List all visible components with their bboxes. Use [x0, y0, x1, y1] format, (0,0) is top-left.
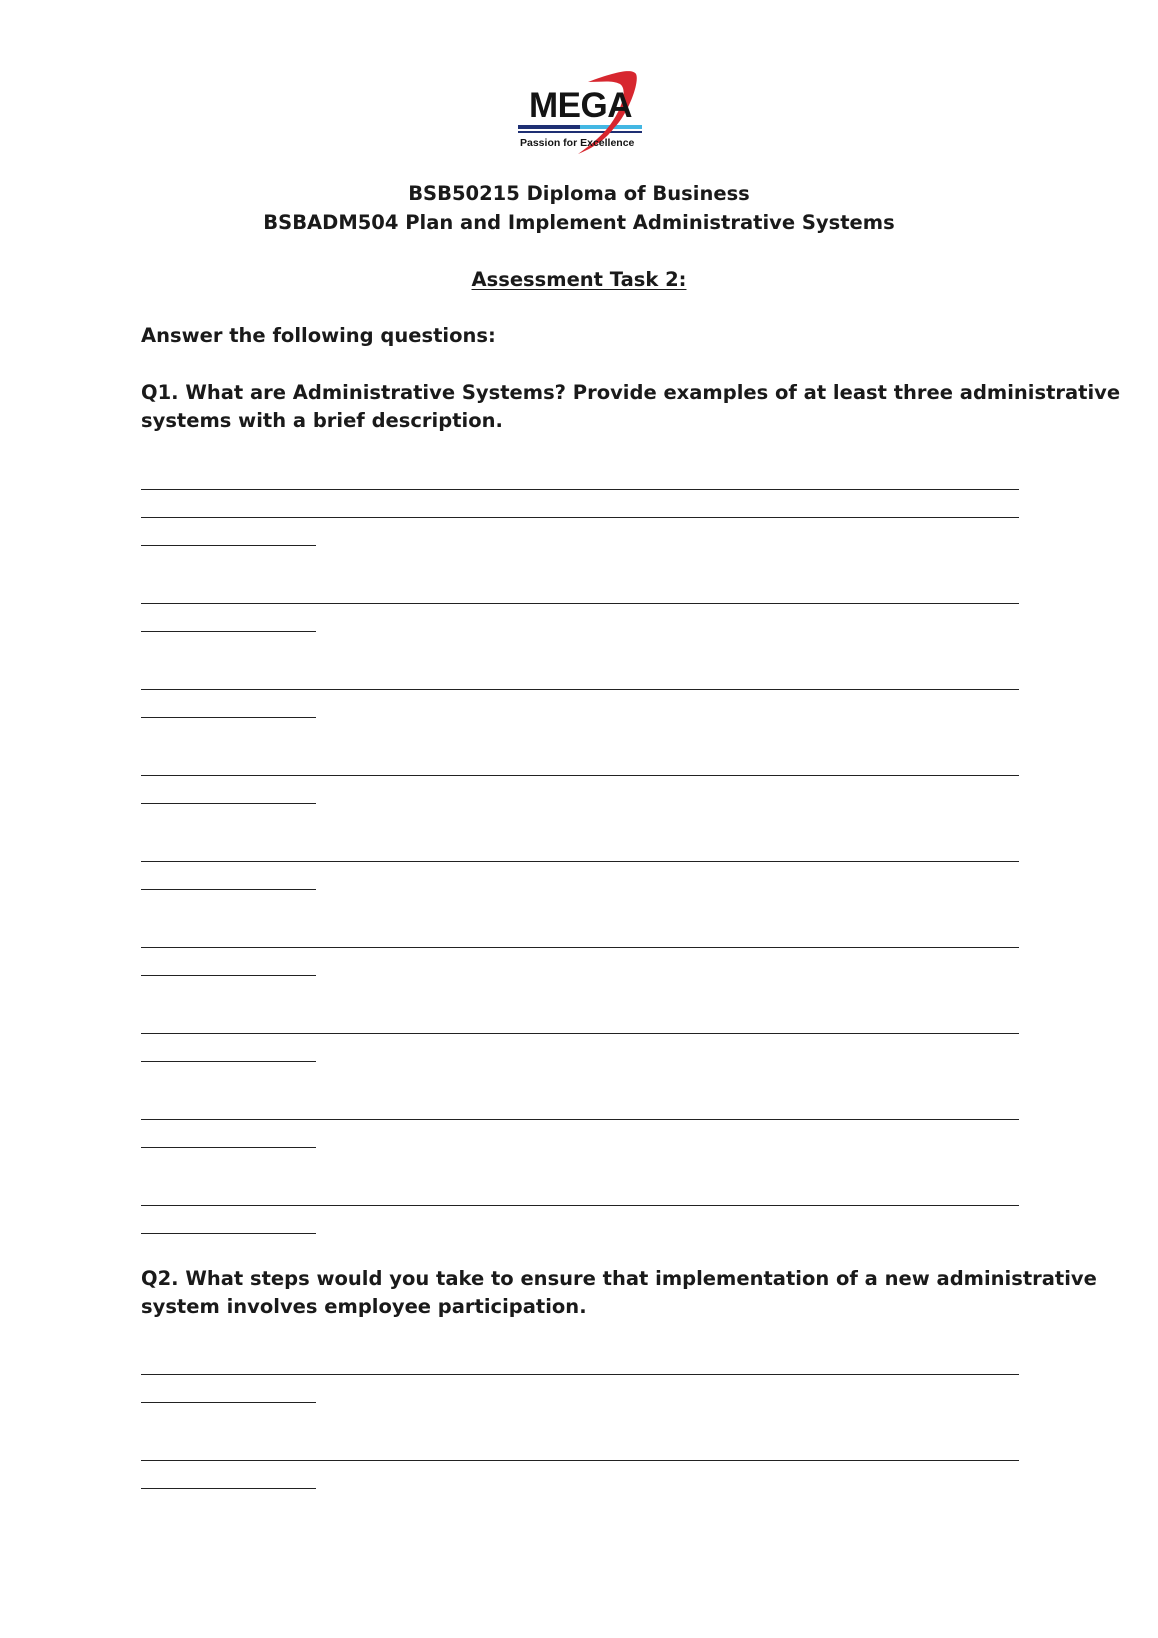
answer-line[interactable] — [141, 603, 1019, 604]
course-title: BSB50215 Diploma of Business — [408, 182, 750, 205]
answer-line-short[interactable] — [141, 889, 316, 890]
answer-block-q1-6[interactable] — [141, 947, 1019, 977]
answer-block-q1-7[interactable] — [141, 1033, 1019, 1063]
question-1 — [141, 379, 1121, 435]
answer-block-q1-3[interactable] — [141, 689, 1019, 719]
answer-line[interactable] — [141, 1460, 1019, 1461]
answer-block-q2-2[interactable] — [141, 1460, 1019, 1490]
answer-line[interactable] — [141, 775, 1019, 776]
answer-line-short[interactable] — [141, 1402, 316, 1403]
answer-line-short[interactable] — [141, 1147, 316, 1148]
answer-line-short[interactable] — [141, 545, 316, 546]
logo-tagline: Passion for Excellence — [520, 137, 635, 149]
answer-line[interactable] — [141, 1374, 1019, 1375]
answer-block-q1-1[interactable] — [141, 517, 1019, 547]
answer-block-q2-1[interactable] — [141, 1374, 1019, 1404]
answer-line[interactable] — [141, 517, 1019, 518]
answer-block-q1-2[interactable] — [141, 603, 1019, 633]
answer-line-short[interactable] — [141, 1488, 316, 1489]
answer-line[interactable] — [141, 947, 1019, 948]
question-1-line-2: systems with a brief description. — [141, 409, 503, 432]
answer-block-q1-8[interactable] — [141, 1119, 1019, 1149]
answer-line[interactable] — [141, 1033, 1019, 1034]
question-2-line-1: Q2. What steps would you take to ensure that implementation of a new administrative — [141, 1267, 1097, 1290]
answer-line-q1-intro[interactable] — [141, 489, 1019, 490]
answer-line-short[interactable] — [141, 1061, 316, 1062]
answer-line[interactable] — [141, 1119, 1019, 1120]
answer-block-q1-4[interactable] — [141, 775, 1019, 805]
answer-line-short[interactable] — [141, 803, 316, 804]
answer-line[interactable] — [141, 1205, 1019, 1206]
task-title-wrap — [0, 270, 1158, 290]
answer-line[interactable] — [141, 689, 1019, 690]
answer-block-q1-5[interactable] — [141, 861, 1019, 891]
answer-line[interactable] — [141, 861, 1019, 862]
instructions: Answer the following questions: — [141, 324, 496, 347]
answer-line-short[interactable] — [141, 1233, 316, 1234]
task-title: Assessment Task 2: — [471, 268, 687, 291]
answer-line-short[interactable] — [141, 717, 316, 718]
mega-logo — [510, 66, 660, 162]
question-1-line-1: Q1. What are Administrative Systems? Provide examples of at least three administrative — [141, 381, 1121, 404]
logo-brand-text: MEGA — [529, 86, 632, 125]
question-2-line-2: system involves employee participation. — [141, 1295, 587, 1318]
answer-line-short[interactable] — [141, 631, 316, 632]
unit-title: BSBADM504 Plan and Implement Administrative Systems — [263, 211, 895, 234]
answer-block-q1-9[interactable] — [141, 1205, 1019, 1235]
question-2 — [141, 1265, 1097, 1321]
answer-line-short[interactable] — [141, 975, 316, 976]
